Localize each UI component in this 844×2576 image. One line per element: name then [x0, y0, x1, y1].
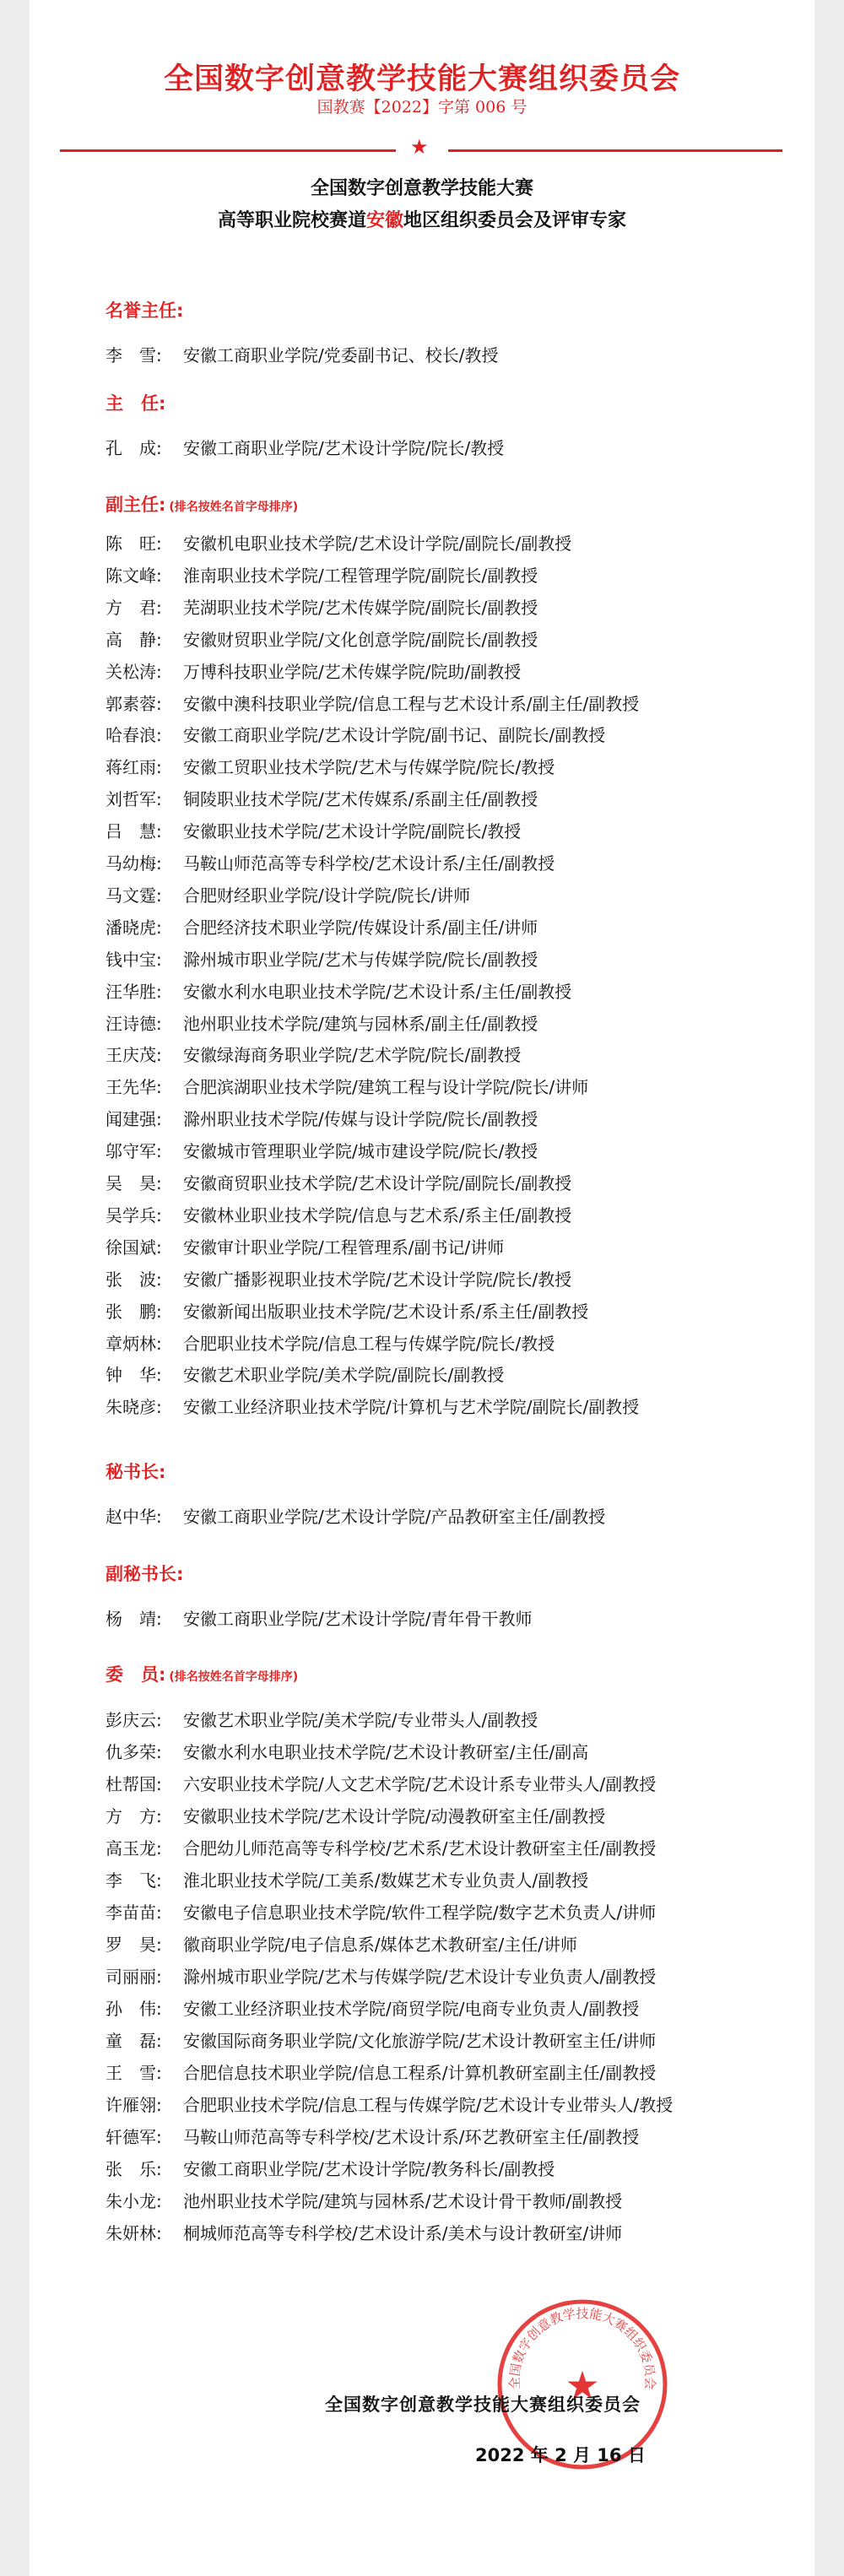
member-name: 汪诗德: — [106, 1013, 162, 1034]
member-info: 淮北职业技术学院/工美系/数媒艺术专业负责人/副教授 — [183, 1870, 589, 1891]
member-info: 安徽工商职业学院/艺术设计学院/教务科长/副教授 — [183, 2159, 555, 2179]
member-row — [106, 2220, 622, 2244]
member-info: 安徽工业经济职业技术学院/商贸学院/电商专业负责人/副教授 — [183, 1999, 640, 2019]
member-name: 司丽丽: — [106, 1967, 162, 1987]
member-row — [106, 1234, 504, 1258]
vice-chairs-sort-note: (排名按姓名首字母排序) — [169, 501, 299, 514]
member-info: 滁州城市职业学院/艺术与传媒学院/艺术设计专业负责人/副教授 — [183, 1967, 657, 1987]
member-row — [106, 1995, 639, 2020]
member-name: 吴 昊: — [106, 1173, 162, 1193]
section-chair-title: 主 任: — [106, 393, 166, 414]
member-info: 安徽机电职业技术学院/艺术设计学院/副院长/副教授 — [183, 533, 572, 554]
member-info: 安徽国际商务职业学院/文化旅游学院/艺术设计教研室主任/讲师 — [183, 2031, 657, 2051]
member-info: 滁州城市职业学院/艺术与传媒学院/院长/副教授 — [183, 949, 538, 970]
member-row — [106, 1330, 555, 1355]
committee-title: 委 员: — [106, 1664, 166, 1685]
member-info: 安徽水利水电职业技术学院/艺术设计系/主任/副教授 — [183, 981, 572, 1002]
member-name: 彭庆云: — [106, 1710, 162, 1730]
member-row — [106, 594, 538, 619]
document-page — [30, 0, 814, 2576]
member-info: 滁州职业技术学院/传媒与设计学院/院长/副教授 — [183, 1109, 538, 1130]
member-name: 罗 昊: — [106, 1935, 162, 1955]
member-row — [106, 1138, 538, 1162]
star-icon: ★ — [410, 135, 429, 159]
member-info: 池州职业技术学院/建筑与园林系/艺术设计骨干教师/副教授 — [183, 2191, 623, 2211]
member-name: 吴学兵: — [106, 1204, 162, 1226]
member-name: 钱中宝: — [106, 949, 162, 970]
member-info: 安徽电子信息职业技术学院/软件工程学院/数字艺术负责人/讲师 — [183, 1902, 657, 1923]
member-info: 安徽城市管理职业学院/城市建设学院/院长/教授 — [183, 1141, 538, 1162]
member-info: 安徽工商职业学院/艺术设计学院/产品教研室主任/副教授 — [183, 1507, 606, 1527]
member-info: 六安职业技术学院/人文艺术学院/艺术设计系专业带头人/副教授 — [183, 1774, 657, 1794]
seal-star-icon: ★ — [565, 2362, 600, 2408]
member-info: 安徽工商职业学院/艺术设计学院/青年骨干教师 — [183, 1609, 533, 1629]
member-name: 郭素蓉: — [106, 693, 162, 714]
member-info: 池州职业技术学院/建筑与园林系/副主任/副教授 — [183, 1013, 538, 1034]
member-name: 轩德军: — [106, 2127, 162, 2147]
member-info: 合肥滨湖职业技术学院/建筑工程与设计学院/院长/讲师 — [183, 1077, 589, 1098]
member-row — [106, 2027, 656, 2052]
member-name: 方 方: — [106, 1806, 162, 1826]
member-info: 淮南职业技术学院/工程管理学院/副院长/副教授 — [183, 565, 538, 586]
member-name: 张 鹏: — [106, 1301, 162, 1322]
member-row — [106, 690, 639, 715]
member-name: 陈文峰: — [106, 565, 162, 586]
member-row — [106, 1202, 571, 1226]
member-row — [106, 562, 538, 587]
member-row — [106, 1835, 656, 1859]
member-name: 赵中华: — [106, 1507, 162, 1527]
member-row — [106, 658, 521, 683]
member-name: 汪华胜: — [106, 981, 162, 1002]
member-name: 马幼梅: — [106, 853, 162, 874]
member-info: 桐城师范高等专科学校/艺术设计系/美术与设计教研室/讲师 — [183, 2223, 623, 2243]
member-name: 钟 华: — [106, 1365, 162, 1386]
member-info: 安徽商贸职业技术学院/艺术设计学院/副院长/副教授 — [183, 1173, 572, 1193]
member-name: 王先华: — [106, 1077, 162, 1098]
member-row — [106, 1170, 571, 1194]
member-name: 童 磊: — [106, 2031, 162, 2051]
member-row — [106, 1707, 538, 1731]
member-name: 朱晓彦: — [106, 1397, 162, 1418]
document-number: 国教赛【2022】字第 006 号 — [316, 98, 528, 116]
member-row — [106, 1739, 588, 1763]
vice-chairs-title: 副主任: — [106, 495, 166, 515]
member-name: 朱小龙: — [106, 2191, 162, 2211]
member-name: 朱妍林: — [106, 2223, 162, 2243]
member-info: 合肥信息技术职业学院/信息工程系/计算机教研室副主任/副教授 — [183, 2063, 657, 2083]
member-info: 安徽林业职业技术学院/信息与艺术系/系主任/副教授 — [183, 1204, 572, 1226]
member-info: 安徽职业技术学院/艺术设计学院/副院长/教授 — [183, 821, 522, 842]
member-name: 刘哲军: — [106, 789, 162, 810]
header-rule-left — [60, 149, 396, 152]
member-row — [106, 530, 571, 555]
member-info: 合肥职业技术学院/信息工程与传媒学院/院长/教授 — [183, 1333, 555, 1354]
member-name: 蒋红雨: — [106, 757, 162, 778]
member-info: 安徽财贸职业学院/文化创意学院/副院长/副教授 — [183, 629, 538, 650]
org-title: 全国数字创意教学技能大赛组织委员会 — [163, 62, 680, 96]
member-row — [106, 1503, 605, 1528]
member-row — [106, 626, 538, 651]
member-info: 芜湖职业技术学院/艺术传媒学院/副院长/副教授 — [183, 597, 538, 618]
section-deputy-secretary-title: 副秘书长: — [106, 1564, 184, 1584]
member-name: 李 雪: — [106, 345, 162, 365]
member-row — [106, 850, 555, 874]
member-row — [106, 2156, 555, 2180]
member-info: 安徽审计职业学院/工程管理系/副书记/讲师 — [183, 1237, 505, 1258]
member-row — [106, 818, 521, 842]
subtitle-line2-pre: 高等职业院校赛道 — [217, 210, 366, 231]
member-row — [106, 2124, 639, 2148]
member-row — [106, 1074, 588, 1098]
member-row — [106, 2059, 656, 2084]
member-row — [106, 882, 470, 906]
member-row — [106, 1010, 538, 1035]
member-name: 杨 靖: — [106, 1609, 162, 1629]
section-committee-title — [106, 1661, 298, 1686]
member-row — [106, 1963, 656, 1988]
member-info: 马鞍山师范高等专科学校/艺术设计系/环艺教研室主任/副教授 — [183, 2127, 640, 2147]
member-info: 安徽工贸职业技术学院/艺术与传媒学院/院长/教授 — [183, 757, 555, 778]
member-name: 王 雪: — [106, 2063, 162, 2083]
member-info: 徽商职业学院/电子信息系/媒体艺术教研室/主任/讲师 — [183, 1935, 577, 1955]
document-date: 2022 年 2 月 16 日 — [475, 2445, 646, 2465]
member-name: 李 飞: — [106, 1870, 162, 1891]
section-honorary-chair-title: 名誉主任: — [106, 300, 184, 321]
member-row — [106, 914, 538, 939]
member-info: 安徽工业经济职业技术学院/计算机与艺术学院/副院长/副教授 — [183, 1397, 640, 1418]
member-row — [106, 2188, 622, 2212]
member-row — [106, 1605, 532, 1630]
member-row — [106, 1042, 521, 1066]
member-row — [106, 1803, 605, 1827]
member-row — [106, 2092, 673, 2116]
member-name: 闻建强: — [106, 1109, 162, 1130]
member-info: 安徽水利水电职业技术学院/艺术设计教研室/主任/副高 — [183, 1742, 589, 1762]
member-row — [106, 1106, 538, 1130]
member-info: 合肥经济技术职业学院/传媒设计系/副主任/讲师 — [183, 917, 538, 938]
member-info: 安徽艺术职业学院/美术学院/副院长/副教授 — [183, 1365, 505, 1386]
member-name: 孙 伟: — [106, 1999, 162, 2019]
member-info: 合肥财经职业学院/设计学院/院长/讲师 — [183, 885, 471, 906]
member-row — [106, 754, 555, 778]
subtitle-line1: 全国数字创意教学技能大赛 — [310, 178, 533, 199]
member-name: 仇多荣: — [106, 1742, 162, 1762]
member-name: 孔 成: — [106, 438, 162, 458]
member-name: 徐国斌: — [106, 1237, 162, 1258]
member-row — [106, 722, 605, 746]
member-name: 关松涛: — [106, 661, 162, 682]
member-name: 张 乐: — [106, 2159, 162, 2179]
subtitle-line2-post: 地区组织委员会及评审专家 — [403, 210, 627, 231]
member-row — [106, 342, 498, 366]
member-info: 安徽中澳科技职业学院/信息工程与艺术设计系/副主任/副教授 — [183, 693, 640, 714]
member-info: 安徽职业技术学院/艺术设计学院/动漫教研室主任/副教授 — [183, 1806, 606, 1826]
member-row — [106, 1298, 588, 1323]
header-rule-right — [448, 149, 782, 152]
org-signature: 全国数字创意教学技能大赛组织委员会 — [325, 2395, 641, 2415]
member-row — [106, 1361, 504, 1386]
member-info: 安徽绿海商务职业学院/艺术学院/院长/副教授 — [183, 1045, 522, 1066]
member-name: 李苗苗: — [106, 1902, 162, 1923]
member-name: 张 波: — [106, 1269, 162, 1290]
member-row — [106, 786, 538, 810]
member-row — [106, 1771, 656, 1795]
subtitle-region-highlight: 安徽 — [365, 210, 403, 231]
section-secretary-general-title: 秘书长: — [106, 1462, 166, 1482]
member-info: 安徽新闻出版职业技术学院/艺术设计系/系主任/副教授 — [183, 1301, 589, 1322]
committee-sort-note: (排名按姓名首字母排序) — [169, 1670, 299, 1684]
member-info: 铜陵职业技术学院/艺术传媒系/系副主任/副教授 — [183, 789, 538, 810]
member-name: 陈 旺: — [106, 533, 162, 554]
section-vice-chairs-title — [106, 491, 298, 517]
member-name: 高 静: — [106, 629, 162, 650]
member-name: 邬守军: — [106, 1141, 162, 1162]
member-name: 杜帮国: — [106, 1774, 162, 1794]
member-row — [106, 1394, 639, 1418]
member-info: 马鞍山师范高等专科学校/艺术设计系/主任/副教授 — [183, 853, 555, 874]
member-row — [106, 1266, 571, 1291]
member-name: 许雁翎: — [106, 2095, 162, 2115]
member-row — [106, 1899, 656, 1924]
member-info: 安徽艺术职业学院/美术学院/专业带头人/副教授 — [183, 1710, 538, 1730]
member-info: 合肥职业技术学院/信息工程与传媒学院/艺术设计专业带头人/教授 — [183, 2095, 674, 2115]
member-row — [106, 1867, 588, 1891]
member-name: 章炳林: — [106, 1333, 162, 1354]
member-name: 方 君: — [106, 597, 162, 618]
subtitle-line2 — [30, 206, 814, 232]
member-info: 安徽工商职业学院/党委副书记、校长/教授 — [183, 345, 499, 365]
member-info: 合肥幼儿师范高等专科学校/艺术系/艺术设计教研室主任/副教授 — [183, 1838, 657, 1859]
member-name: 吕 慧: — [106, 821, 162, 842]
member-info: 安徽广播影视职业技术学院/艺术设计学院/院长/教授 — [183, 1269, 572, 1290]
member-name: 潘晓虎: — [106, 917, 162, 938]
seal-text: 全国数字创意教学技能大赛组织委员会 — [506, 2305, 658, 2390]
member-name: 马文霆: — [106, 885, 162, 906]
member-row — [106, 978, 571, 1003]
member-row — [106, 435, 504, 459]
member-info: 安徽工商职业学院/艺术设计学院/院长/教授 — [183, 438, 505, 458]
member-row — [106, 946, 538, 971]
member-info: 万博科技职业学院/艺术传媒学院/院助/副教授 — [183, 661, 522, 682]
member-name: 哈春浪: — [106, 725, 162, 746]
member-info: 安徽工商职业学院/艺术设计学院/副书记、副院长/副教授 — [183, 725, 606, 746]
member-row — [106, 1931, 577, 1956]
member-name: 高玉龙: — [106, 1838, 162, 1859]
member-name: 王庆茂: — [106, 1045, 162, 1066]
